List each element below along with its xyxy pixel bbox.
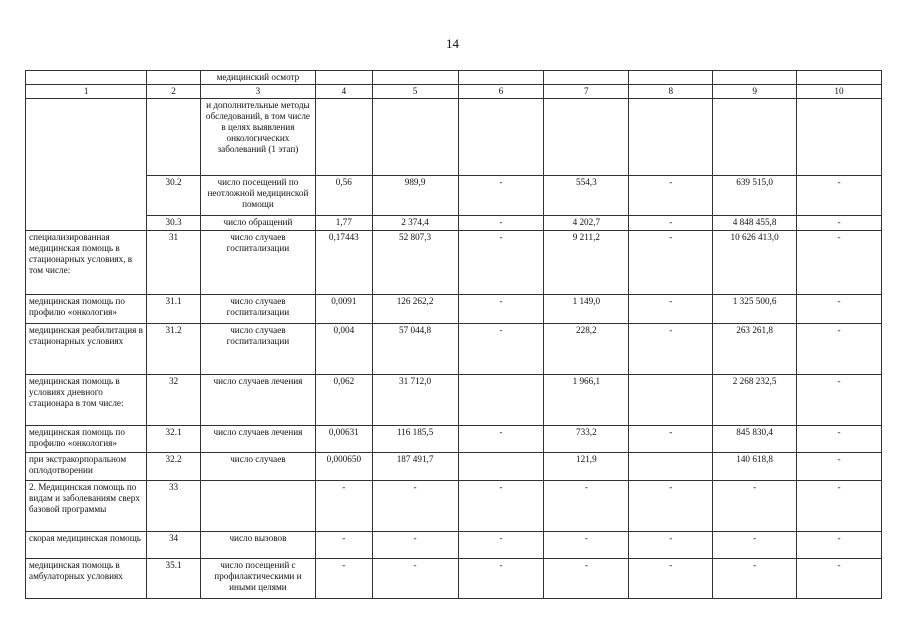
row-value — [316, 99, 373, 176]
row-unit: число вызовов — [200, 532, 315, 559]
row-name: 2. Медицинская помощь по видам и заболеваниям сверх базовой программы — [26, 481, 147, 532]
column-number: 1 — [26, 85, 147, 99]
row-value: - — [629, 216, 713, 231]
row-code: 35.1 — [147, 559, 201, 599]
row-value: - — [372, 481, 458, 532]
row-value: 0,17443 — [316, 231, 373, 295]
row-unit: число случаев госпитализации — [200, 295, 315, 324]
row-value: - — [713, 481, 797, 532]
continuation-row — [26, 71, 882, 85]
row-value: - — [458, 481, 544, 532]
row-code: 32 — [147, 375, 201, 426]
row-value — [629, 99, 713, 176]
row-value: - — [458, 324, 544, 375]
row-value: - — [629, 176, 713, 216]
row-value: - — [544, 532, 629, 559]
row-value: - — [797, 295, 882, 324]
row-value: - — [797, 324, 882, 375]
row-value: - — [797, 375, 882, 426]
page-number: 14 — [446, 36, 459, 51]
financing-table — [25, 70, 882, 599]
row-unit — [200, 481, 315, 532]
row-value: - — [372, 559, 458, 599]
row-value: 187 491,7 — [372, 453, 458, 481]
row-value: 733,2 — [544, 426, 629, 453]
row-value: - — [458, 532, 544, 559]
row-value: 639 515,0 — [713, 176, 797, 216]
row-value: 0,062 — [316, 375, 373, 426]
row-value: - — [797, 532, 882, 559]
row-value: - — [316, 559, 373, 599]
row-value: - — [797, 559, 882, 599]
row-value — [629, 375, 713, 426]
row-value: - — [629, 426, 713, 453]
row-value: - — [797, 216, 882, 231]
row-unit: число обращений — [200, 216, 315, 231]
row-value: - — [316, 532, 373, 559]
row-value: - — [372, 532, 458, 559]
row-value: - — [797, 481, 882, 532]
table-row — [26, 375, 882, 426]
row-unit: число посещений с профилактическими и иными целями — [200, 559, 315, 599]
row-value: 31 712,0 — [372, 375, 458, 426]
row-name: медицинская помощь в условиях дневного стационара в том числе: — [26, 375, 147, 426]
row-value — [458, 99, 544, 176]
row-name: при экстракорпоральном оплодотворении — [26, 453, 147, 481]
cell — [544, 71, 629, 85]
row-value: 121,9 — [544, 453, 629, 481]
table-row — [26, 453, 882, 481]
row-value: - — [629, 481, 713, 532]
row-value: - — [629, 532, 713, 559]
row-value: - — [629, 324, 713, 375]
row-value: - — [629, 559, 713, 599]
table-row — [26, 99, 882, 176]
row-value: 0,0091 — [316, 295, 373, 324]
row-value — [713, 99, 797, 176]
table-row — [26, 532, 882, 559]
row-value: - — [713, 532, 797, 559]
row-code: 30.3 — [147, 216, 201, 231]
row-value — [544, 99, 629, 176]
row-value: - — [629, 295, 713, 324]
row-value — [372, 99, 458, 176]
row-code: 33 — [147, 481, 201, 532]
row-unit: число случаев госпитализации — [200, 231, 315, 295]
row-value — [629, 453, 713, 481]
table-row — [26, 231, 882, 295]
column-number: 10 — [797, 85, 882, 99]
row-code: 31.1 — [147, 295, 201, 324]
row-value: 4 202,7 — [544, 216, 629, 231]
row-value — [458, 375, 544, 426]
unit-continuation: медицинский осмотр — [200, 71, 315, 85]
row-value: - — [797, 231, 882, 295]
cell — [458, 71, 544, 85]
row-value: 1 966,1 — [544, 375, 629, 426]
row-name: скорая медицинская помощь — [26, 532, 147, 559]
column-number: 7 — [544, 85, 629, 99]
row-name — [26, 99, 147, 231]
table-row — [26, 216, 882, 231]
row-value: 263 261,8 — [713, 324, 797, 375]
row-value: - — [458, 216, 544, 231]
row-value: 57 044,8 — [372, 324, 458, 375]
row-value — [797, 99, 882, 176]
row-value — [458, 453, 544, 481]
cell — [713, 71, 797, 85]
row-code — [147, 99, 201, 176]
row-code: 32.2 — [147, 453, 201, 481]
row-value: 9 211,2 — [544, 231, 629, 295]
row-value: 140 618,8 — [713, 453, 797, 481]
row-value: - — [713, 559, 797, 599]
row-value: 554,3 — [544, 176, 629, 216]
row-value: 989,9 — [372, 176, 458, 216]
row-value: - — [458, 176, 544, 216]
row-value: 1,77 — [316, 216, 373, 231]
column-number: 8 — [629, 85, 713, 99]
row-value: - — [797, 453, 882, 481]
row-value: - — [797, 426, 882, 453]
row-value: 52 807,3 — [372, 231, 458, 295]
row-name: медицинская реабилитация в стационарных условиях — [26, 324, 147, 375]
row-value: - — [797, 176, 882, 216]
row-value: 0,00631 — [316, 426, 373, 453]
cell — [372, 71, 458, 85]
row-code: 32.1 — [147, 426, 201, 453]
cell — [797, 71, 882, 85]
row-value: 845 830,4 — [713, 426, 797, 453]
column-number-row — [26, 85, 882, 99]
row-code: 31.2 — [147, 324, 201, 375]
column-number: 5 — [372, 85, 458, 99]
column-number: 4 — [316, 85, 373, 99]
row-value: 126 262,2 — [372, 295, 458, 324]
row-value: 116 185,5 — [372, 426, 458, 453]
row-code: 31 — [147, 231, 201, 295]
row-unit: число случаев лечения — [200, 426, 315, 453]
row-unit: число случаев — [200, 453, 315, 481]
row-unit: число случаев лечения — [200, 375, 315, 426]
row-name: медицинская помощь в амбулаторных условиях — [26, 559, 147, 599]
column-number: 6 — [458, 85, 544, 99]
row-value: - — [458, 231, 544, 295]
row-value: - — [458, 426, 544, 453]
row-unit: число случаев госпитализации — [200, 324, 315, 375]
row-value: 1 149,0 — [544, 295, 629, 324]
row-value: - — [458, 559, 544, 599]
row-name: медицинская помощь по профилю «онкология» — [26, 426, 147, 453]
row-value: - — [458, 295, 544, 324]
row-value: - — [544, 559, 629, 599]
row-value: 2 268 232,5 — [713, 375, 797, 426]
table-row — [26, 295, 882, 324]
row-value: 1 325 500,6 — [713, 295, 797, 324]
cell — [147, 71, 201, 85]
row-value: 4 848 455,8 — [713, 216, 797, 231]
column-number: 3 — [200, 85, 315, 99]
row-code: 30.2 — [147, 176, 201, 216]
table-row — [26, 176, 882, 216]
row-value: - — [316, 481, 373, 532]
row-value: - — [629, 231, 713, 295]
row-code: 34 — [147, 532, 201, 559]
row-name: специализированная медицинская помощь в стационарных условиях, в том числе: — [26, 231, 147, 295]
cell — [316, 71, 373, 85]
cell — [26, 71, 147, 85]
row-name: медицинская помощь по профилю «онкология» — [26, 295, 147, 324]
row-value: - — [544, 481, 629, 532]
column-number: 2 — [147, 85, 201, 99]
row-unit: число посещений по неотложной медицинской помощи — [200, 176, 315, 216]
cell — [629, 71, 713, 85]
row-value: 0,56 — [316, 176, 373, 216]
table-row — [26, 481, 882, 532]
row-value: 2 374,4 — [372, 216, 458, 231]
table-row — [26, 426, 882, 453]
table-row — [26, 559, 882, 599]
row-value: 10 626 413,0 — [713, 231, 797, 295]
column-number: 9 — [713, 85, 797, 99]
table-row — [26, 324, 882, 375]
row-value: 228,2 — [544, 324, 629, 375]
row-value: 0,000650 — [316, 453, 373, 481]
row-unit: и дополнительные методы обследований, в том числе в целях выявления онкологических заболеваний (1 этап) — [200, 99, 315, 176]
row-value: 0,004 — [316, 324, 373, 375]
